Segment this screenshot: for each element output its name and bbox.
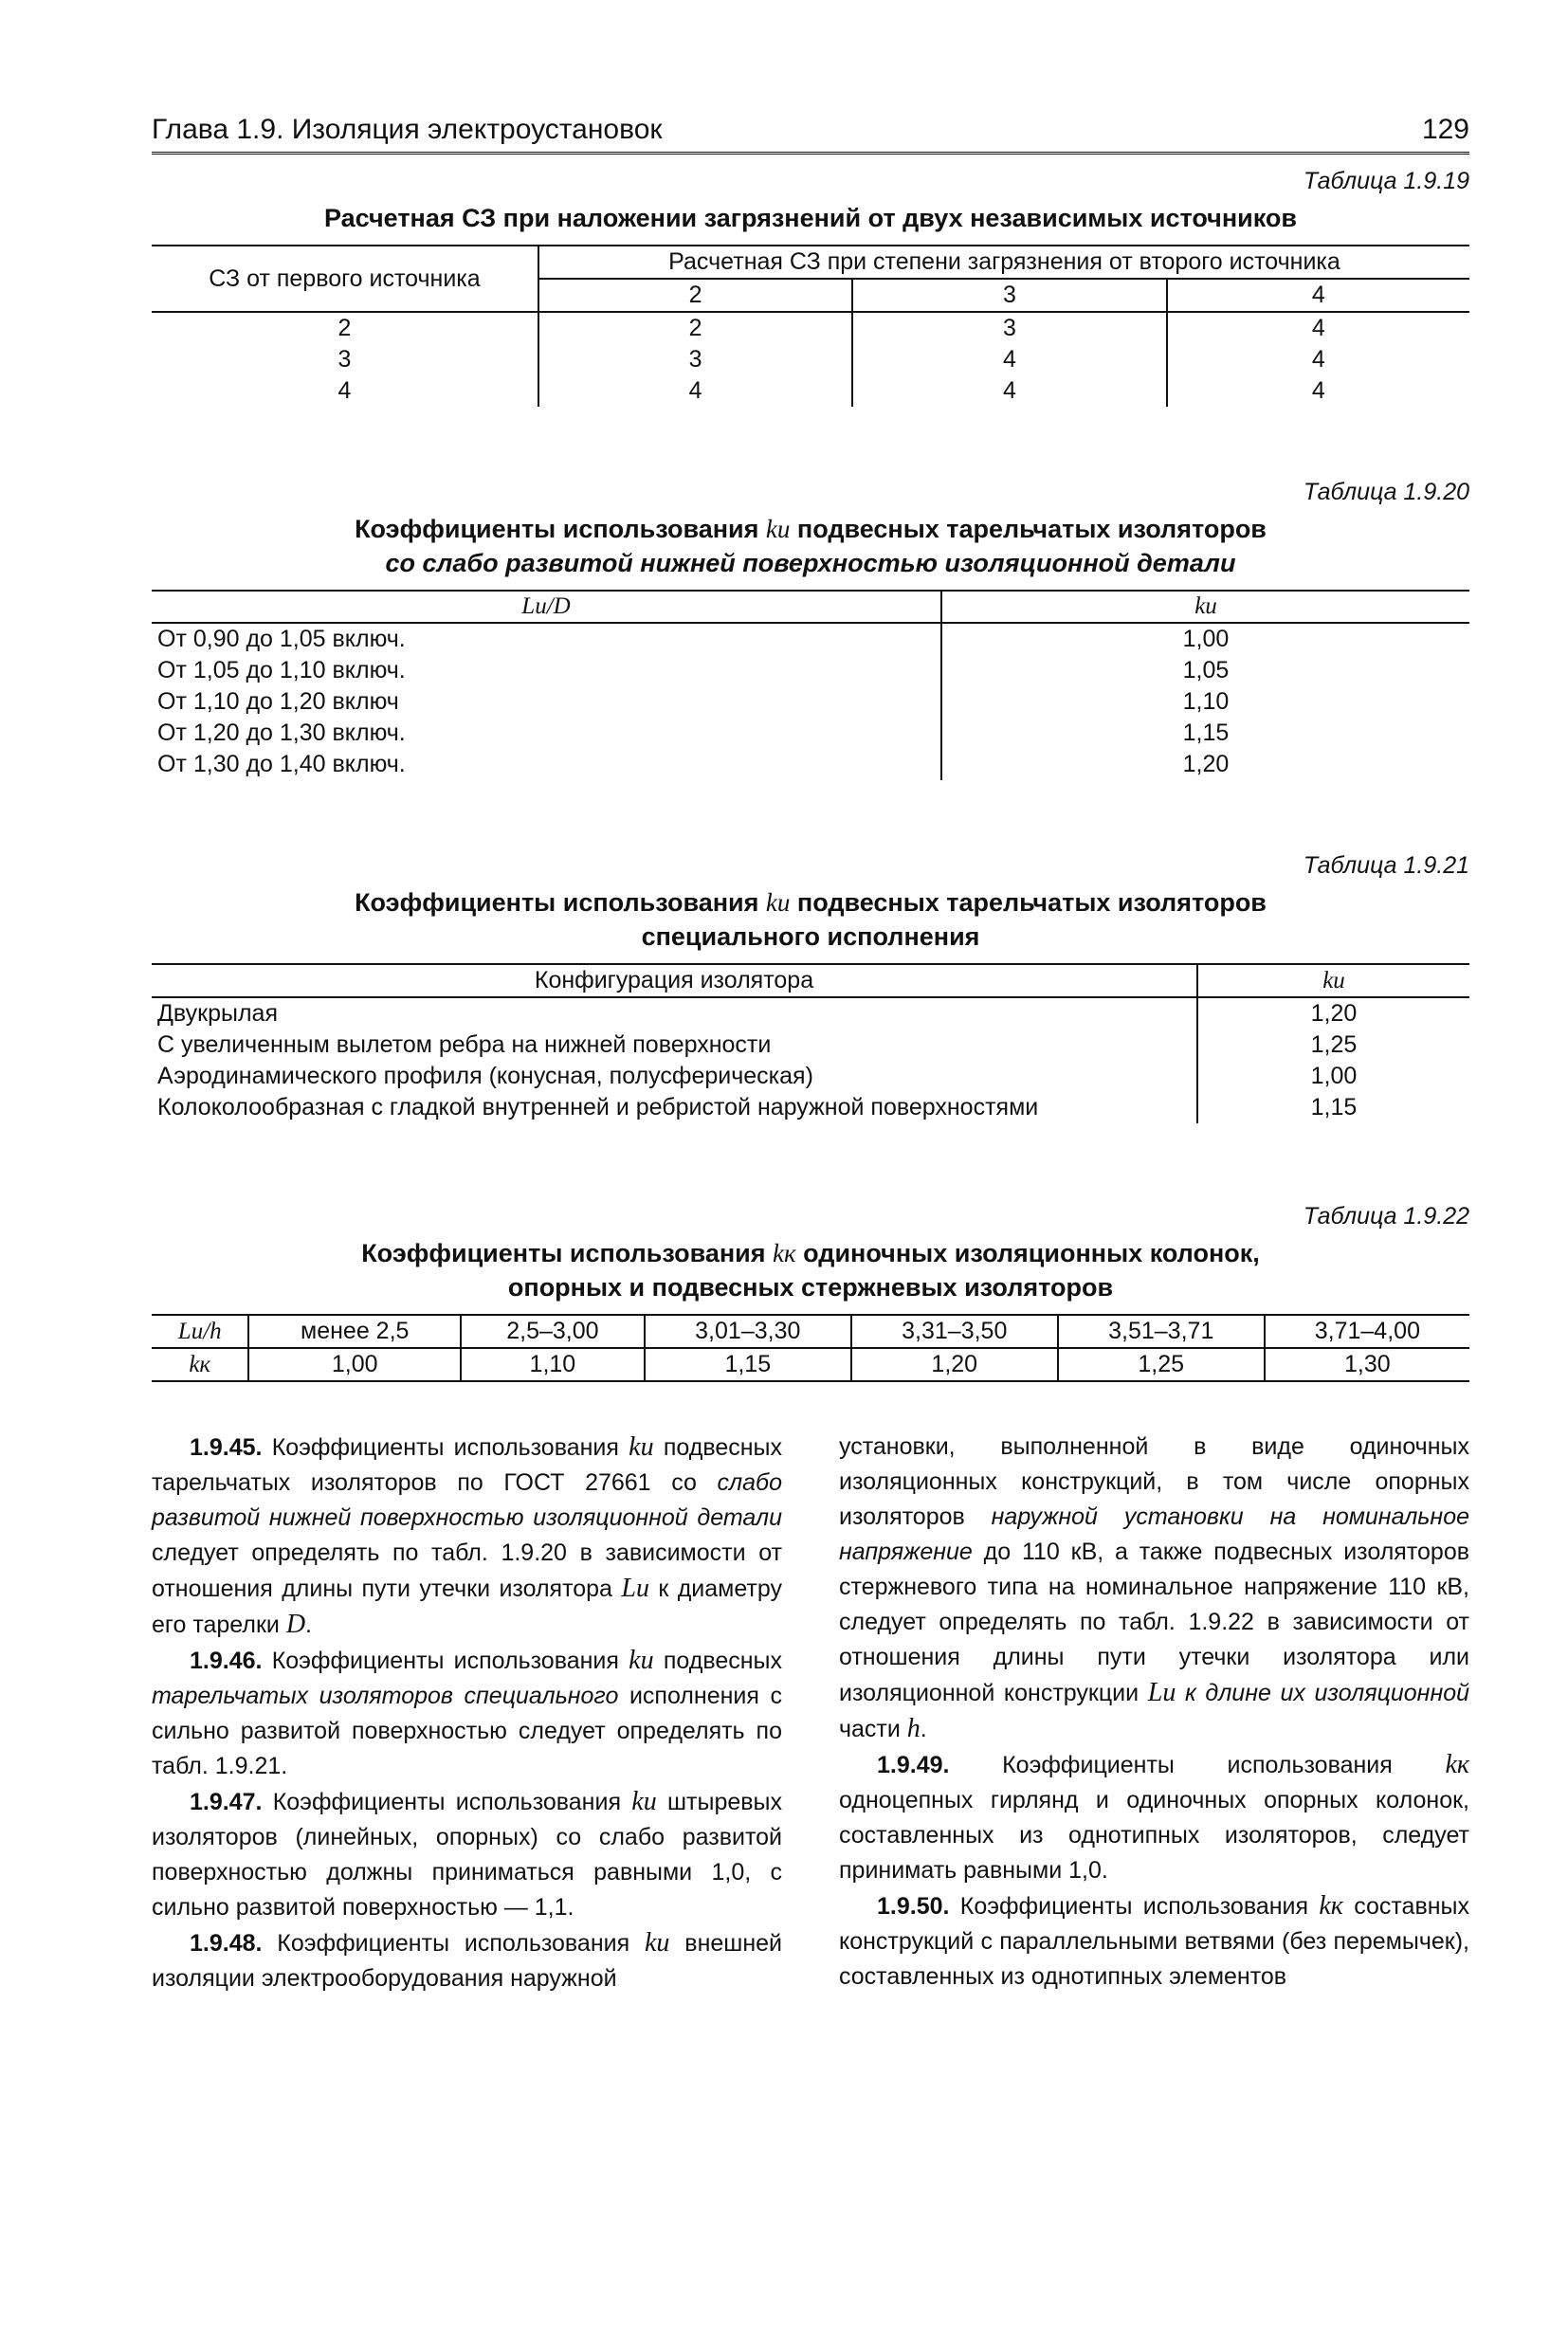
text-run: одноцепных гирлянд и одиночных опорных колонок, составленных из однотипных изоляторов, следует принимать равными 1,0. — [839, 1787, 1469, 1884]
text-run: составных конструкций с параллельными ветвями (без перемычек), составленных из однотипных элементов — [839, 1893, 1470, 1990]
table-cell: 1,25 — [1310, 1031, 1358, 1058]
table-header-cell: Конфигурация изолятора — [152, 964, 1197, 997]
table-cell: 1,25 — [1058, 1348, 1265, 1381]
title-text: специального исполнения — [641, 922, 980, 951]
coefficient-symbol: kк — [1319, 1891, 1343, 1921]
table-caption-1-9-19: Таблица 1.9.19 — [1303, 168, 1469, 194]
coefficient-symbol: kи — [629, 1432, 654, 1462]
text-run: следует определять по табл. 1.9.20 в зависимости от отношения длины пути утечки изолятора — [152, 1539, 782, 1602]
text-run: Коэффициенты использования — [262, 1789, 632, 1815]
table-cell: Колоколообразная с гладкой внутренней и ребристой наружной поверхностями — [152, 1092, 1197, 1123]
text-run: Коэффициенты использования — [262, 1930, 645, 1957]
table-cell: 4 — [1311, 377, 1325, 404]
coefficient-symbol: kк — [773, 1239, 796, 1267]
table-row — [152, 655, 1469, 686]
table-cell: 4 — [538, 375, 852, 407]
table-cell: 1,15 — [645, 1348, 851, 1381]
coefficient-symbol: kи — [765, 515, 791, 543]
title-text: Коэффициенты использования — [355, 888, 766, 917]
paragraph-1-9-46 — [152, 1643, 782, 1784]
text-run: подвесных — [653, 1648, 783, 1674]
coefficient-symbol: kи — [631, 1787, 657, 1816]
clause-number: 1.9.50. — [877, 1893, 950, 1920]
clause-number: 1.9.47. — [190, 1789, 263, 1815]
table-row — [152, 1092, 1469, 1123]
text-run: к длине их изоляционной — [1176, 1680, 1470, 1706]
body-text — [152, 1430, 1469, 1996]
title-text: одиночных изоляционных колонок, — [795, 1239, 1260, 1267]
table-caption-1-9-21: Таблица 1.9.21 — [1303, 852, 1469, 879]
table-row — [152, 344, 1469, 375]
table-1-9-22 — [152, 1314, 1469, 1382]
coefficient-symbol: kи — [765, 888, 791, 917]
table-subheader-cell: 4 — [1311, 282, 1325, 308]
table-title-1-9-22 — [152, 1236, 1469, 1304]
table-cell: 1,10 — [461, 1348, 645, 1381]
text-run: подвесных тарельчатых изоляторов по ГОСТ 27661 со — [152, 1434, 783, 1496]
table-cell: 4 — [152, 375, 538, 407]
table-row — [152, 718, 1469, 749]
page — [152, 114, 1469, 1996]
text-run: исполнения с сильно развитой поверхностью следует определять по табл. 1.9.21. — [152, 1683, 782, 1779]
table-cell: 1,00 — [1182, 626, 1230, 652]
table-cell: От 1,05 до 1,10 включ. — [152, 655, 941, 686]
table-cell: 1,00 — [248, 1348, 461, 1381]
clause-number: 1.9.49. — [877, 1752, 950, 1778]
chapter-title: Глава 1.9. Изоляция электроустановок — [152, 114, 663, 145]
table-cell: 1,20 — [851, 1348, 1058, 1381]
table-cell: менее 2,5 — [248, 1315, 461, 1348]
table-cell: 3,51–3,71 — [1058, 1315, 1265, 1348]
coefficient-symbol: kи — [645, 1928, 670, 1958]
right-column — [839, 1430, 1469, 1996]
table-cell: 3,71–4,00 — [1314, 1318, 1420, 1344]
paragraph-1-9-45 — [152, 1430, 782, 1643]
table-cell: Двукрылая — [152, 997, 1197, 1029]
running-header — [152, 114, 1469, 155]
table-cell: 1,15 — [1182, 720, 1230, 746]
table-cell: 2 — [538, 312, 852, 344]
text-run: внешней изоляции электрооборудования наружной — [152, 1930, 783, 1992]
table-cell: От 1,20 до 1,30 включ. — [152, 718, 941, 749]
text-run: к диаметру его тарелки — [152, 1576, 782, 1638]
table-title-1-9-19: Расчетная СЗ при наложении загрязнений от двух независимых источников — [324, 204, 1297, 232]
text-run: установки, выполненной в виде одиночных изоляционных конструкций, в том числе опорных изоляторов — [839, 1433, 1469, 1530]
variable-symbol: D — [285, 1610, 306, 1639]
table-cell: 1,15 — [1310, 1094, 1358, 1120]
table-cell: 1,20 — [1182, 751, 1230, 777]
title-text: подвесных тарельчатых изоляторов — [790, 515, 1267, 543]
table-row — [152, 1061, 1469, 1092]
table-cell: С увеличенным вылетом ребра на нижней поверхности — [152, 1029, 1197, 1061]
table-row — [152, 1029, 1469, 1061]
paragraph-continued — [839, 1430, 1469, 1747]
table-row — [152, 375, 1469, 407]
variable-symbol: Lи — [621, 1574, 649, 1603]
left-column — [152, 1430, 782, 1996]
table-row — [152, 1348, 1469, 1381]
clause-number: 1.9.46. — [190, 1648, 263, 1674]
table-row — [152, 312, 1469, 344]
table-caption-1-9-20: Таблица 1.9.20 — [1303, 479, 1469, 505]
table-1-9-21 — [152, 963, 1469, 1123]
text-run: Коэффициенты использования — [949, 1752, 1446, 1778]
table-cell: 3,01–3,30 — [645, 1315, 851, 1348]
table-title-1-9-21 — [152, 885, 1469, 954]
table-header-cell: Lи/D — [152, 591, 941, 623]
table-header-cell: Расчетная СЗ при степени загрязнения от второго источника — [538, 246, 1469, 279]
table-subheader-cell: 3 — [852, 279, 1166, 312]
title-text: опорных и подвесных стержневых изоляторов — [507, 1273, 1114, 1302]
table-cell: Аэродинамического профиля (конусная, полусферическая) — [152, 1061, 1197, 1092]
text-run: Коэффициенты использования — [262, 1434, 629, 1461]
text-run: наружной установки на номинальное напряжение — [839, 1503, 1470, 1565]
text-run: . — [305, 1612, 312, 1638]
table-header-cell: kи — [1322, 967, 1345, 993]
table-1-9-19 — [152, 245, 1469, 407]
title-text: подвесных тарельчатых изоляторов — [790, 888, 1267, 917]
table-cell: kк — [152, 1348, 248, 1381]
text-run: части — [839, 1716, 907, 1742]
table-1-9-20 — [152, 590, 1469, 780]
text-run: до 110 кВ, а также подвесных изоляторов стержневого типа на номинальное напряжение 110 кВ, следует определять по табл. 1.9.22 в зависимости от отношения длины пути утечки изолятора или изоляционной конструкции — [839, 1539, 1469, 1706]
table-cell: 2,5–3,00 — [461, 1315, 645, 1348]
title-text: Коэффициенты использования — [355, 515, 766, 543]
table-cell: 4 — [852, 344, 1166, 375]
table-cell: От 0,90 до 1,05 включ. — [152, 623, 941, 655]
variable-symbol: Lи — [1147, 1678, 1176, 1707]
table-cell: 1,05 — [1182, 657, 1230, 683]
text-run: тарельчатых изоляторов специального — [152, 1683, 619, 1709]
title-text: Коэффициенты использования — [361, 1239, 774, 1267]
table-cell: 2 — [152, 312, 538, 344]
paragraph-1-9-50 — [839, 1888, 1469, 1995]
title-text: со слабо развитой нижней поверхностью изоляционной детали — [385, 549, 1236, 577]
table-cell: Lи/h — [152, 1315, 248, 1348]
table-cell: От 1,10 до 1,20 включ — [152, 686, 941, 718]
table-row — [152, 623, 1469, 655]
text-run: слабо развитой нижней поверхностью изоляционной детали — [152, 1469, 782, 1531]
table-cell: 3 — [538, 344, 852, 375]
table-cell: 1,20 — [1310, 1000, 1358, 1027]
table-row — [152, 1315, 1469, 1348]
table-cell: 3 — [852, 312, 1166, 344]
table-header-cell: СЗ от первого источника — [152, 246, 538, 312]
table-cell: 1,00 — [1310, 1063, 1358, 1089]
table-cell: 1,30 — [1344, 1351, 1391, 1377]
table-cell: 4 — [852, 375, 1166, 407]
table-subheader-cell: 2 — [538, 279, 852, 312]
paragraph-1-9-47 — [152, 1784, 782, 1925]
text-run: Коэффициенты использования — [949, 1893, 1320, 1920]
coefficient-symbol: kк — [1445, 1750, 1469, 1779]
table-caption-1-9-22: Таблица 1.9.22 — [1303, 1203, 1469, 1230]
paragraph-1-9-49 — [839, 1747, 1469, 1888]
clause-number: 1.9.45. — [190, 1434, 263, 1461]
table-title-1-9-20 — [152, 512, 1469, 580]
table-header-cell: kи — [1194, 593, 1217, 619]
table-cell: 4 — [1311, 346, 1325, 373]
table-row — [152, 997, 1469, 1029]
paragraph-1-9-48 — [152, 1925, 782, 1996]
table-cell: 1,10 — [1182, 688, 1230, 715]
table-cell: 3,31–3,50 — [851, 1315, 1058, 1348]
text-run: . — [920, 1716, 927, 1742]
variable-symbol: h — [906, 1714, 921, 1743]
text-run: Коэффициенты использования — [262, 1648, 629, 1674]
table-row — [152, 686, 1469, 718]
table-cell: 3 — [152, 344, 538, 375]
page-number: 129 — [1421, 114, 1469, 145]
table-cell: 4 — [1311, 315, 1325, 341]
table-cell: От 1,30 до 1,40 включ. — [152, 749, 941, 780]
coefficient-symbol: kи — [629, 1646, 654, 1675]
clause-number: 1.9.48. — [190, 1930, 263, 1957]
text-run: штыревых изоляторов (линейных, опорных) со слабо развитой поверхностью должны приниматься равными 1,0, с сильно развитой поверхностью — 1,1. — [152, 1789, 783, 1921]
table-row — [152, 749, 1469, 780]
